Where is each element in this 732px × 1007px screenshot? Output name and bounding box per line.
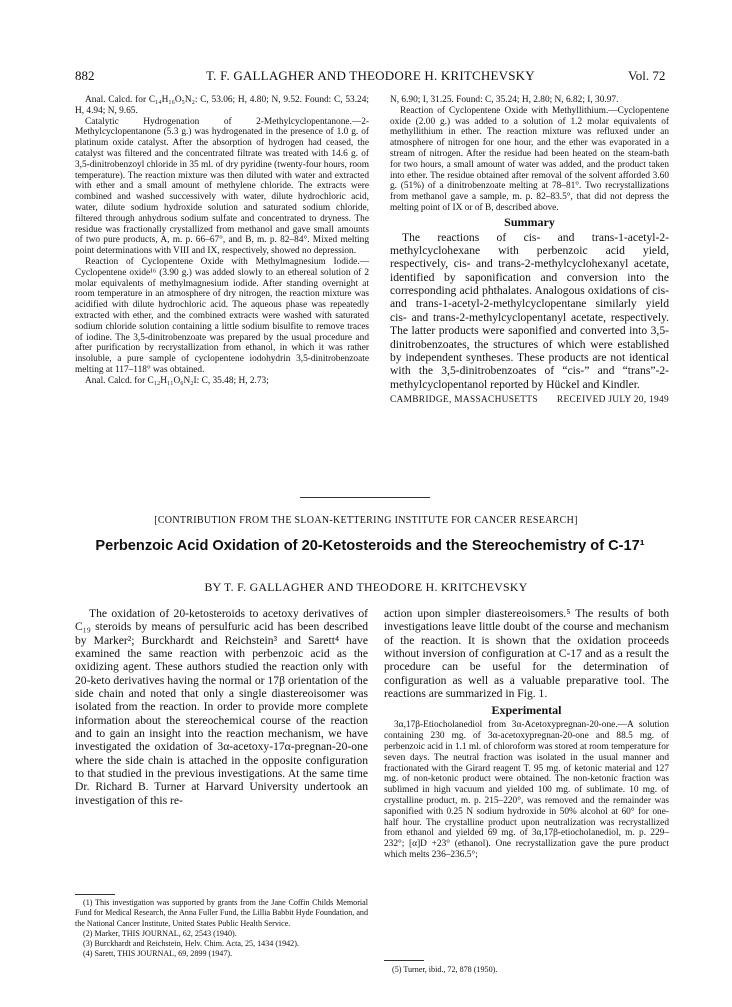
experimental-paragraph: 3α,17β-Etiocholanediol from 3α-Acetoxypregnan-20-one.—A solution containing 230 mg. of 3α-acetoxypregnan-20-one and 88.5 mg. of perbenzoic acid in 1.1 ml. of chloroform was stored at room temperature for seven days. The neutral fraction was isolated in the usual manner and fractionated with the Girard reagent T. 95 mg. of ketonic material and 127 mg. of non-ketonic product were obtained. The non-ketonic fraction was sublimed in high vacuum and yielded 100 mg. of sublimate. 10 mg. of crystalline product, m. p. 215–220°, was removed and the remainder was saponified with 0.25 N sodium hydroxide in 50% alcohol at 60° for one-half hour. The crystalline product upon neutralization was recrystallized from ethanol and yielded 69 mg. of 3α,17β-etiocholanediol, m. p. 229–232°; [α]D +23° (ethanol). One recrystallization gave the pure product which melts 236–236.5°; [384,720,669,860]
summary-text: The reactions of cis- and trans-1-acetyl-2-methylcyclohexane with perbenzoic acid yield, respectively, cis- and trans-2-methylcyclohexanyl acetate, identified by saponification and conversion into the corresponding acid phthalates. Analogous oxidations of cis- and trans-1-acetyl-2-methylcyclopentane similarly yield cis- and trans-2-methylcyclopentanyl acetate, respectively. The latter products were saponified and converted into 3,5-dinitrobenzoates, the structures of which were established by independent syntheses. These products are not identical with the 3,5-dinitrobenzoates of “cis-” and “trans”-2-methylcyclopentanol reported by Hückel and Kindler. [390,230,669,391]
footnote-rule [75,894,115,895]
intro-left-column [75,607,368,807]
byline: BY T. F. GALLAGHER AND THEODORE H. KRITCHEVSKY [204,580,528,594]
methylmagnesium-paragraph: Reaction of Cyclopentene Oxide with Methylmagnesium Iodide.—Cyclopentene oxide¹⁶ (3.90 g.) was added slowly to an ethereal solution of 2 molar equivalents of methylmagnesium iodide. After standing overnight at room temperature in an atmosphere of dry nitrogen, the reaction mixture was acidified with dilute hydrochloric acid. The aqueous phase was repeatedly extracted with ether, and the combined extracts were washed with saturated sodium chloride solution containing a little sodium bisulfite to remove traces of iodine. The 3,5-dinitrobenzoate was prepared by the usual procedure and after purification by recrystallization from ethanol, in which it was rather insoluble, a pure sample of cyclopentene iodohydrin 3,5-dinitrobenzoate melting at 117–118° was obtained. [75,256,369,375]
hydrogenation-paragraph: Catalytic Hydrogenation of 2-Methylcyclopentanone.—2-Methylcyclopentanone (5.3 g.) was hydrogenated in the presence of 1.0 g. of platinum oxide catalyst. After the absorption of hydrogen had ceased, the catalyst was filtered and the concentrated filtrate was treated with 14.6 g. of 3,5-dinitrobenzoyl chloride in 35 ml. of dry pyridine (twenty-four hours, room temperature). The reaction mixture was then diluted with water and extracted with ether and a small amount of methylene chloride. The extracts were combined and washed successively with water, dilute hydrochloric acid, water, dilute sodium hydroxide solution and saturated sodium chloride, filtered through anhydrous sodium sulfate and concentrated to dryness. The residue was fractionally crystallized from methanol and gave small amounts of two pure products, A, m. p. 66–67°, and B, m. p. 82–84°. Mixed melting point determinations with VIII and IX, respectively, showed no depression. [75,116,369,257]
analysis-continuation: N, 6.90; I, 31.25. Found: C, 35.24; H, 2.80; N, 6.82; I, 30.97. [390,95,619,105]
analysis-paragraph: Anal. Calcd. for C₁₄H₁₆O₅N₂: C, 53.06; H, 4.80; N, 9.52. Found: C, 53.24; H, 4.94; N, 9.65. [75,95,369,116]
footnote-5: (5) Turner, ibid., 72, 878 (1950). [392,965,498,974]
footnote-rule-right [384,960,424,961]
footnotes [75,898,368,960]
footnote-3: (3) Burckhardt and Reichstein, Helv. Chim. Acta, 25, 1434 (1942). [83,939,299,949]
volume-label: Vol. 72 [628,68,666,83]
methyllithium-paragraph: Reaction of Cyclopentene Oxide with Methyllithium.—Cyclopentene oxide (2.00 g.) was added to a solution of 1.2 molar equivalents of methyllithium in ether. The reaction mixture was refluxed under an atmosphere of nitrogen for one hour, and the ether was evaporated in a stream of nitrogen. After the residue had been heated on the steam-bath for two hours, a small amount of water was added, and the product taken into ether. The residue obtained after removal of the solvent afforded 3.60 g. (51%) of a dinitrobenzoate melting at 78–81°. Two recrystallizations from methanol gave a sample, m. p. 82–83.5°, that did not depress the melting point of IX or of B, described above. [390,105,669,213]
received-date: RECEIVED JULY 20, 1949 [556,394,669,405]
experimental-heading: Experimental [491,703,562,718]
page-number: 882 [75,68,95,83]
left-column-previous-article [75,95,369,387]
affiliation-line [390,395,669,405]
footnote-4: (4) Sarett, THIS JOURNAL, 69, 2899 (1947). [83,949,233,959]
intro-paragraph: The oxidation of 20-ketosteroids to acetoxy derivatives of C₁₉ steroids by means of persulfuric acid has been described by Marker²; Burckhardt and Reichstein³ and Sarett⁴ have examined the same reaction with perbenzoic acid as the oxidizing agent. These authors studied the reaction only with 20-keto derivatives having the normal or 17β orientation of the side chain and noted that only a single diastereoisomer was isolated from the reaction. In order to provide more complete information about the stereochemical course of the reaction and to gain an insight into the reaction mechanism, we have investigated the oxidation of 3α-acetoxy-17α-pregnan-20-one where the side chain is attached in the opposite configuration to that studied in the previous investigations. At the same time Dr. Richard B. Turner at Harvard University undertook an investigation of this re- [75,607,368,807]
article-title: Perbenzoic Acid Oxidation of 20-Ketosteroids and the Stereochemistry of C-17¹ [95,538,645,554]
summary-heading: Summary [504,214,555,229]
footnote-2: (2) Marker, THIS JOURNAL, 62, 2543 (1940). [83,928,237,938]
section-divider [300,497,430,498]
contribution-note: [CONTRIBUTION FROM THE SLOAN-KETTERING INSTITUTE FOR CANCER RESEARCH] [154,515,578,526]
analysis-paragraph-2: Anal. Calcd. for C₁₂H₁₁O₆N₂I: C, 35.48; H, 2.73; [85,375,269,386]
right-column-previous-article [390,95,669,405]
affiliation: CAMBRIDGE, MASSACHUSETTS [390,394,538,405]
intro-paragraph-continued: action upon simpler diastereoisomers.⁵ The results of both investigations leave little doubt of the course and mechanism of the reaction. It is shown that the oxidation proceeds without inversion of configuration at C-17 and as a result the procedure can be useful for the determination of configuration as well as a valuable preparative tool. The reactions are summarized in Fig. 1. [384,607,669,701]
running-head: T. F. GALLAGHER AND THEODORE H. KRITCHEVSKY [206,68,535,83]
footnote-1: (1) This investigation was supported by grants from the Jane Coffin Childs Memorial Fund for Medical Research, the Anna Fuller Fund, the Lillia Babbit Hyde Foundation, and the National Cancer Institute, United States Public Health Service. [75,898,368,928]
intro-right-column [384,607,669,861]
